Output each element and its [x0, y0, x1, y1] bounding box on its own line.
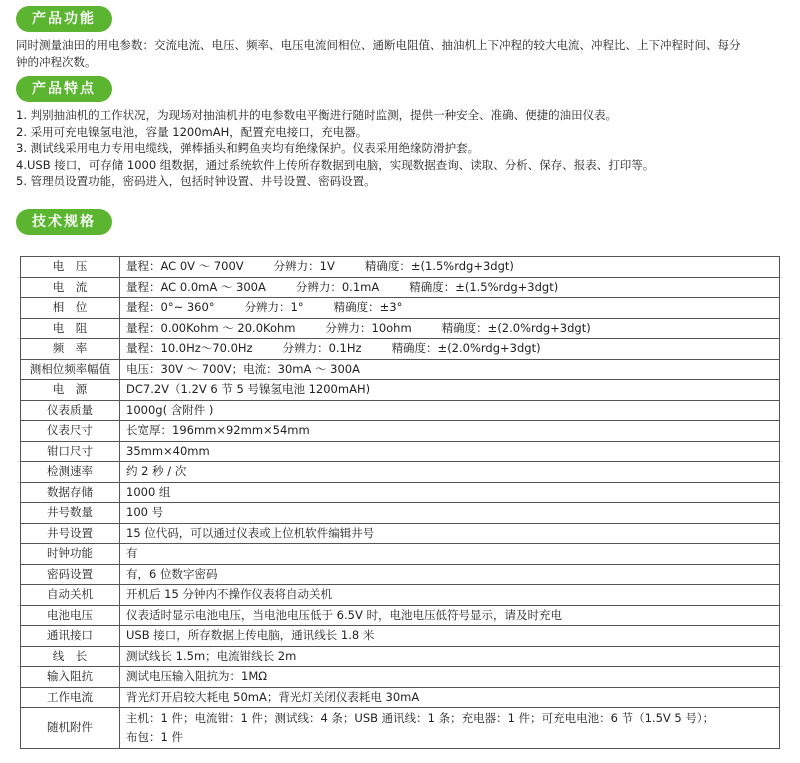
- spec-value-part: 精确度：±(1.5%rdg+3dgt): [364, 259, 514, 273]
- spec-value-part: 有: [126, 546, 138, 560]
- spec-value-part: 约 2 秒 / 次: [126, 464, 187, 478]
- spec-label: 频 率: [21, 339, 120, 360]
- spec-value-part: 分辨力：10ohm: [325, 320, 412, 335]
- spec-row: [21, 359, 780, 380]
- spec-row: [21, 544, 780, 565]
- spec-row: [21, 380, 780, 401]
- feature-item: 2. 采用可充电镍氢电池，容量 1200mAH，配置充电接口，充电器。: [16, 124, 368, 139]
- section-title-function: 产品功能: [16, 6, 112, 32]
- spec-value-part: 分辨力：1°: [244, 300, 304, 314]
- spec-value-part: USB 接口，所存数据上传电脑，通讯线长 1.8 米: [126, 628, 375, 642]
- spec-label: 井号设置: [21, 523, 120, 544]
- function-line: 钟的冲程次数。: [16, 54, 97, 69]
- feature-item: 5. 管理员设置功能，密码进入，包括时钟设置、井号设置、密码设置。: [16, 174, 376, 188]
- feature-item: 4.USB 接口，可存储 1000 组数据，通过系统软件上传所存数据到电脑，实现数据查询、读取、分析、保存、报表、打印等。: [16, 157, 655, 172]
- spec-value-part: 量程：AC 0.0mA ～ 300A: [126, 279, 266, 294]
- spec-row: [21, 462, 780, 483]
- spec-value: [120, 544, 780, 565]
- spec-label: 检测速率: [21, 462, 120, 483]
- spec-value-part: 测试线长 1.5m；电流钳线长 2m: [126, 648, 297, 663]
- spec-value-part: 1000 组: [126, 484, 171, 499]
- spec-value-part: 测试电压输入阻抗为：1MΩ: [126, 669, 268, 683]
- spec-table-body: [21, 257, 780, 749]
- spec-label: 相 位: [21, 298, 120, 319]
- spec-value: [120, 257, 780, 278]
- spec-value-part: 35mm×40mm: [126, 443, 210, 458]
- spec-label: 数据存储: [21, 482, 120, 503]
- spec-label: 电 阻: [21, 318, 120, 339]
- spec-value-part: 长宽厚：196mm×92mm×54mm: [126, 423, 310, 437]
- spec-value: [120, 708, 780, 749]
- spec-row: [21, 298, 780, 319]
- spec-value: [120, 277, 780, 298]
- spec-row: [21, 503, 780, 524]
- spec-label: 电 源: [21, 380, 120, 401]
- section-title-features: 产品特点: [16, 76, 112, 102]
- spec-value-part: 15 位代码，可以通过仪表或上位机软件编辑井号: [126, 525, 375, 540]
- spec-label: 工作电流: [21, 687, 120, 708]
- spec-value-part: 精确度：±(2.0%rdg+3dgt): [441, 320, 591, 335]
- spec-value: [120, 667, 780, 688]
- spec-label: 井号数量: [21, 503, 120, 524]
- spec-value-part: 量程：0°~ 360°: [126, 300, 215, 314]
- spec-value-part: DC7.2V（1.2V 6 节 5 号镍氢电池 1200mAH): [126, 382, 371, 396]
- spec-label: 随机附件: [21, 708, 120, 749]
- spec-label: 线 长: [21, 646, 120, 667]
- spec-row: [21, 400, 780, 421]
- spec-value: [120, 400, 780, 421]
- feature-item: 3. 测试线采用电力专用电缆线，弹棒插头和鳄鱼夹均有绝缘保护。仪表采用绝缘防滑护套。: [16, 141, 480, 155]
- spec-value-part: 量程：10.0Hz～70.0Hz: [126, 341, 253, 355]
- spec-value: [120, 605, 780, 626]
- spec-value-part: 100 号: [126, 505, 164, 519]
- spec-row: [21, 605, 780, 626]
- function-line: 同时测量油田的用电参数：交流电流、电压、频率、电压电流间相位、通断电阻值、抽油机上下冲程的较大电流、冲程比、上下冲程时间、每分: [16, 38, 741, 52]
- spec-value-part: 分辨力：1V: [273, 259, 335, 273]
- spec-value-part: 布包：1 件: [126, 730, 183, 744]
- spec-value-part: 开机后 15 分钟内不操作仪表将自动关机: [126, 587, 332, 601]
- spec-value-part: 仪表适时显示电池电压，当电池电压低于 6.5V 时，电池电压低符号显示，请及时充电: [126, 607, 562, 622]
- spec-value: [120, 421, 780, 442]
- spec-label: 仪表尺寸: [21, 421, 120, 442]
- spec-value: [120, 523, 780, 544]
- spec-row: [21, 257, 780, 278]
- spec-value: [120, 339, 780, 360]
- spec-row: [21, 687, 780, 708]
- spec-row: [21, 564, 780, 585]
- spec-value-part: 精确度：±(1.5%rdg+3dgt): [409, 279, 559, 294]
- spec-value: [120, 482, 780, 503]
- spec-row: [21, 646, 780, 667]
- spec-value: [120, 380, 780, 401]
- spec-value: [120, 298, 780, 319]
- spec-value-part: 分辨力：0.1Hz: [282, 341, 362, 355]
- spec-label: 钳口尺寸: [21, 441, 120, 462]
- spec-value-part: 分辨力：0.1mA: [295, 279, 380, 294]
- spec-value-part: 主机：1 件；电流钳：1 件；测试线：4 条；USB 通讯线：1 条；充电器：1 件；可充电电池：6 节（1.5V 5 号）；: [126, 711, 715, 725]
- spec-value: [120, 359, 780, 380]
- spec-label: 时钟功能: [21, 544, 120, 565]
- spec-value-part: 精确度：±3°: [333, 300, 403, 314]
- spec-value-part: 量程：0.00Kohm ～ 20.0Kohm: [126, 320, 296, 335]
- spec-label: 自动关机: [21, 585, 120, 606]
- spec-label: 电 流: [21, 277, 120, 298]
- spec-value-part: 背光灯开启较大耗电 50mA；背光灯关闭仪表耗电 30mA: [126, 689, 420, 704]
- spec-row: [21, 421, 780, 442]
- section-title-specs: 技术规格: [16, 209, 112, 235]
- spec-value: [120, 687, 780, 708]
- spec-value: [120, 318, 780, 339]
- spec-label: 电 压: [21, 257, 120, 278]
- function-description: [16, 37, 786, 70]
- spec-row: [21, 318, 780, 339]
- feature-item: 1. 判别抽油机的工作状况，为现场对抽油机井的电参数电平衡进行随时监测，提供一种安全、准确、便捷的油田仪表。: [16, 108, 618, 122]
- spec-value: [120, 564, 780, 585]
- spec-table: [20, 256, 780, 749]
- spec-value-part: 电压：30V ～ 700V；电流：30mA ～ 300A: [126, 361, 360, 376]
- spec-row: [21, 339, 780, 360]
- spec-value-part: 量程：AC 0V ～ 700V: [126, 259, 244, 273]
- spec-row: [21, 626, 780, 647]
- spec-label: 仪表质量: [21, 400, 120, 421]
- spec-row: [21, 523, 780, 544]
- spec-value: [120, 503, 780, 524]
- spec-value: [120, 626, 780, 647]
- spec-value: [120, 441, 780, 462]
- spec-label: 测相位频率幅值: [21, 359, 120, 380]
- spec-value-part: 精确度：±(2.0%rdg+3dgt): [391, 341, 541, 355]
- spec-value-part: 1000g( 含附件 ): [126, 402, 214, 417]
- spec-row: [21, 585, 780, 606]
- spec-label: 电池电压: [21, 605, 120, 626]
- spec-label: 输入阻抗: [21, 667, 120, 688]
- features-list: [16, 107, 786, 190]
- spec-value: [120, 585, 780, 606]
- spec-label: 密码设置: [21, 564, 120, 585]
- spec-value-part: 有，6 位数字密码: [126, 566, 218, 581]
- spec-row: [21, 482, 780, 503]
- spec-label: 通讯接口: [21, 626, 120, 647]
- spec-row: [21, 708, 780, 749]
- spec-value: [120, 646, 780, 667]
- spec-row: [21, 441, 780, 462]
- spec-row: [21, 277, 780, 298]
- spec-value: [120, 462, 780, 483]
- spec-row: [21, 667, 780, 688]
